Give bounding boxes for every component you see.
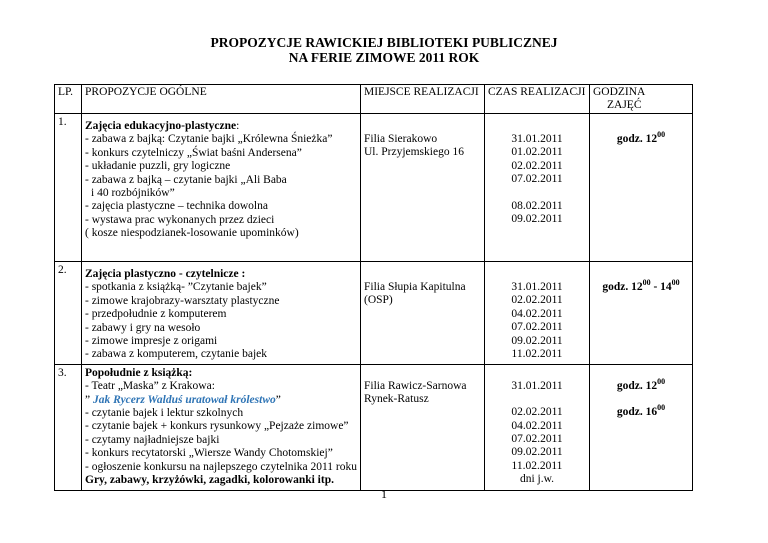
date: 04.02.2011: [511, 419, 563, 432]
hour-sup: 00: [671, 278, 680, 288]
date: 31.01.2011: [511, 379, 563, 392]
table-row: [55, 364, 693, 490]
header-miejsce: MIEJSCE REALIZACJI: [360, 85, 484, 114]
hour-line: [593, 377, 689, 393]
row2-heading: Zajęcia plastyczno - czytelnicze :: [85, 268, 246, 280]
header-godzina: [589, 85, 692, 114]
page-title-line2: NA FERIE ZIMOWE 2011 ROK: [288, 50, 480, 65]
row3-lp: 3.: [55, 364, 82, 490]
date: 02.02.2011: [511, 159, 563, 172]
row1-proposals: [82, 114, 361, 262]
quote-close: ”: [275, 393, 281, 406]
row2-place: [360, 262, 484, 365]
hour-sup: 00: [657, 130, 666, 140]
page-number: 1: [381, 487, 387, 501]
list-item: - zimowe krajobrazy-warsztaty plastyczne: [85, 294, 280, 307]
header-czas: CZAS REALIZACJI: [484, 85, 589, 114]
place-line: Filia Rawicz-Sarnowa: [363, 379, 467, 392]
hour-text: - 14: [650, 281, 672, 293]
list-item: - zimowe impresje z origami: [85, 335, 218, 348]
list-item: - układanie puzzli, gry logiczne: [85, 160, 231, 173]
proposals-table: [54, 84, 693, 491]
date: 02.02.2011: [511, 406, 563, 419]
list-item: - zabawa z bajką – czytanie bajki „Ali Baba: [85, 173, 287, 186]
row1-place: [360, 114, 484, 262]
row2-proposals: [82, 262, 361, 365]
date: 02.02.2011: [511, 294, 563, 307]
list-item: - zajęcia plastyczne – technika dowolna: [85, 200, 268, 213]
place-line: Ul. Przyjemskiego 16: [363, 146, 464, 159]
list-item: - zabawa z komputerem, czytanie bajek: [85, 348, 267, 361]
hour-line: [593, 403, 689, 419]
table-row: [55, 262, 693, 365]
list-item: - spotkania z książką- ”Czytanie bajek”: [85, 281, 267, 294]
list-item: - zabawy i gry na wesoło: [85, 321, 201, 334]
date: 07.02.2011: [511, 433, 563, 446]
place-line: (OSP): [363, 294, 393, 307]
row2-dates: [484, 262, 589, 365]
date: 31.01.2011: [511, 281, 563, 293]
date-gap: [488, 393, 586, 406]
date: 07.02.2011: [511, 173, 563, 186]
row3-heading: Popołudnie z książką:: [85, 366, 193, 379]
list-item: - czytanie bajek + konkurs rysunkowy „Pejzaże zimowe”: [85, 420, 349, 433]
row1-heading-suffix: :: [236, 120, 240, 132]
list-item: - ogłoszenie konkursu na najlepszego czytelnika 2011 roku: [85, 460, 357, 473]
date: 11.02.2011: [511, 348, 563, 361]
row1-dates: [484, 114, 589, 262]
hour-text: godz. 12: [616, 133, 658, 145]
date: 11.02.2011: [511, 459, 563, 472]
table-header-row: [55, 85, 693, 114]
hour-text: godz. 12: [602, 281, 643, 293]
list-item: - czytanie bajek i lektur szkolnych: [85, 407, 244, 420]
date: 07.02.2011: [511, 321, 563, 334]
hour-text: godz. 12: [616, 379, 658, 392]
header-godzina-line2: ZAJĘĆ: [606, 99, 642, 111]
date: 08.02.2011: [511, 199, 563, 212]
row3-proposals: [82, 364, 361, 490]
date: 04.02.2011: [511, 307, 563, 320]
list-item: [85, 394, 357, 407]
row3-place: [360, 364, 484, 490]
place-line: Rynek-Ratusz: [363, 393, 429, 406]
date: 09.02.2011: [511, 213, 563, 226]
row1-heading-text: Zajęcia edukacyjno-plastyczne: [85, 120, 237, 132]
list-item: - konkurs czytelniczy „Świat baśni Andersena”: [85, 146, 302, 159]
header-lp: LP.: [55, 85, 82, 114]
quote-open: ”: [85, 393, 93, 406]
hour-sup: 00: [642, 278, 651, 288]
row2-lp: 2.: [55, 262, 82, 365]
list-item: - czytamy najładniejsze bajki: [85, 433, 220, 446]
date-gap: [488, 187, 586, 200]
row1-heading: [85, 120, 357, 133]
list-item: i 40 rozbójników”: [91, 187, 175, 200]
list-item: - przedpołudnie z komputerem: [85, 308, 227, 321]
row1-hour: [589, 114, 692, 262]
row1-lp: 1.: [55, 114, 82, 262]
row2-hour: [589, 262, 692, 365]
row3-footer: Gry, zabawy, krzyżówki, zagadki, kolorowanki itp.: [85, 474, 334, 487]
date: 31.01.2011: [511, 133, 563, 145]
header-propozycje: PROPOZYCJE OGÓLNE: [82, 85, 361, 114]
hour-text: godz. 16: [616, 406, 658, 419]
page-title-line1: PROPOZYCJE RAWICKIEJ BIBLIOTEKI PUBLICZNEJ: [210, 35, 558, 50]
row3-hour: [589, 364, 692, 490]
place-line: Filia Sierakowo: [363, 133, 438, 145]
hour-gap: [593, 393, 689, 406]
date: 09.02.2011: [511, 446, 563, 459]
list-item: ( kosze niespodzianek-losowanie upominków): [85, 227, 299, 240]
theatre-title: Jak Rycerz Walduś uratował królestwo: [92, 393, 276, 406]
list-item: - wystawa prac wykonanych przez dzieci: [85, 213, 275, 226]
place-line: Filia Słupia Kapitulna: [363, 281, 466, 293]
list-item: - konkurs recytatorski „Wiersze Wandy Chotomskiej”: [85, 447, 333, 460]
hour-sup: 00: [657, 403, 666, 413]
header-godzina-line1: GODZINA: [592, 86, 646, 98]
hour-sup: 00: [657, 377, 666, 387]
list-item: - Teatr „Maska” z Krakowa:: [85, 380, 215, 393]
date: 09.02.2011: [511, 334, 563, 347]
table-row: [55, 114, 693, 262]
row3-dates: [484, 364, 589, 490]
dates-note: dni j.w.: [519, 473, 555, 486]
date: 01.02.2011: [511, 146, 563, 159]
list-item: - zabawa z bajką: Czytanie bajki „Królewna Śnieżka”: [85, 133, 333, 146]
